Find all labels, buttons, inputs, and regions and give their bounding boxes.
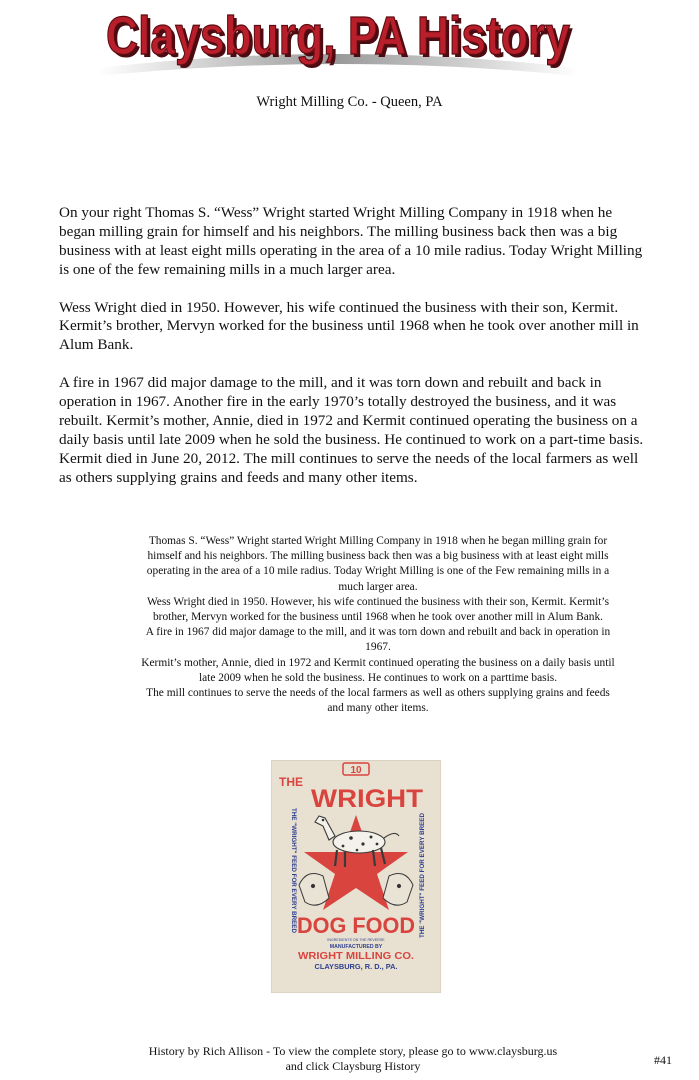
banner-title-text: Claysburg, PA History	[106, 6, 570, 66]
page-number: #41	[654, 1053, 672, 1067]
caption-line: Wess Wright died in 1950. However, his wife continued the business with their son, Kermit. Kermit’s brother, Mervyn worked for the business until 1968 when he took over another mill in Alum Bank.	[146, 595, 610, 624]
article-paragraph: A fire in 1967 did major damage to the mill, and it was torn down and rebuilt and back in operation in 1967. Another fire in the early 1970’s totally destroyed the business, and it was rebuilt. Kermit’s mother, Annie, died in 1972 and Kermit continued operating the business on a daily basis until late 2009 when he sold the business. He continued to work on a part-time basis. Kermit died in June 20, 2012. The mill continues to serve the needs of the local farmers as well as others supplying grains and feeds and many other items.	[59, 374, 644, 486]
bag-side-text-left: THE "WRIGHT" FEED FOR EVERY BREED	[290, 808, 297, 940]
footer-line: History by Rich Allison - To view the complete story, please go to www.claysburg.us	[148, 1044, 558, 1058]
footer-line: and click Claysburg History	[285, 1059, 421, 1073]
caption-line: Kermit’s mother, Annie, died in 1972 and Kermit continued operating the business on a daily basis until late 2009 when he sold the business. He continues to work on a parttime basis.	[141, 656, 615, 684]
footer-credit	[128, 1044, 578, 1074]
bag-product: DOG FOOD	[297, 913, 415, 938]
bag-badge-text: 10	[350, 765, 362, 776]
bag-the: THE	[279, 775, 303, 789]
caption-block	[138, 534, 618, 716]
dog-food-bag-image	[271, 760, 441, 993]
bag-manufactured-by: MANUFACTURED BY	[329, 944, 383, 950]
bag-company: WRIGHT MILLING CO.	[298, 950, 415, 962]
banner-title	[88, 6, 588, 78]
caption-line: The mill continues to serve the needs of the local farmers as well as others supplying grains and feeds and many other items.	[146, 687, 610, 715]
caption-line: A fire in 1967 did major damage to the mill, and it was torn down and rebuilt and back in operation in 1967.	[145, 626, 611, 654]
bag-brand: WRIGHT	[311, 785, 423, 813]
caption-line: Thomas S. “Wess” Wright started Wright Milling Company in 1918 when he began milling grain for himself and his neighbors. The milling business back then was a big business with at least eight mills operating in the area of a 10 mile radius. Today Wright Milling is one of the Few remaining mills in a much larger area.	[146, 535, 610, 593]
article-paragraph: On your right Thomas S. “Wess” Wright started Wright Milling Company in 1918 when he began milling grain for himself and his neighbors. The milling business back then was a big business with at least eight mills operating in the area of a 10 mile radius. Today Wright Milling is one of the few remaining mills in a much larger area.	[59, 204, 643, 278]
banner-title-shadow: Claysburg, PA History	[109, 9, 573, 69]
bag-fine-print: INGREDIENTS ON THE REVERSE	[327, 938, 385, 942]
bag-side-text-right: THE "WRIGHT" FEED FOR EVERY BREED	[419, 806, 426, 938]
bag-address: CLAYSBURG, R. D., PA.	[314, 962, 398, 971]
page-subtitle: Wright Milling Co. - Queen, PA	[256, 94, 443, 110]
article-paragraph: Wess Wright died in 1950. However, his wife continued the business with their son, Kermit. Kermit’s brother, Mervyn worked for the business until 1968 when he took over another mill in Alum Bank.	[59, 298, 639, 354]
article-body	[59, 204, 644, 506]
